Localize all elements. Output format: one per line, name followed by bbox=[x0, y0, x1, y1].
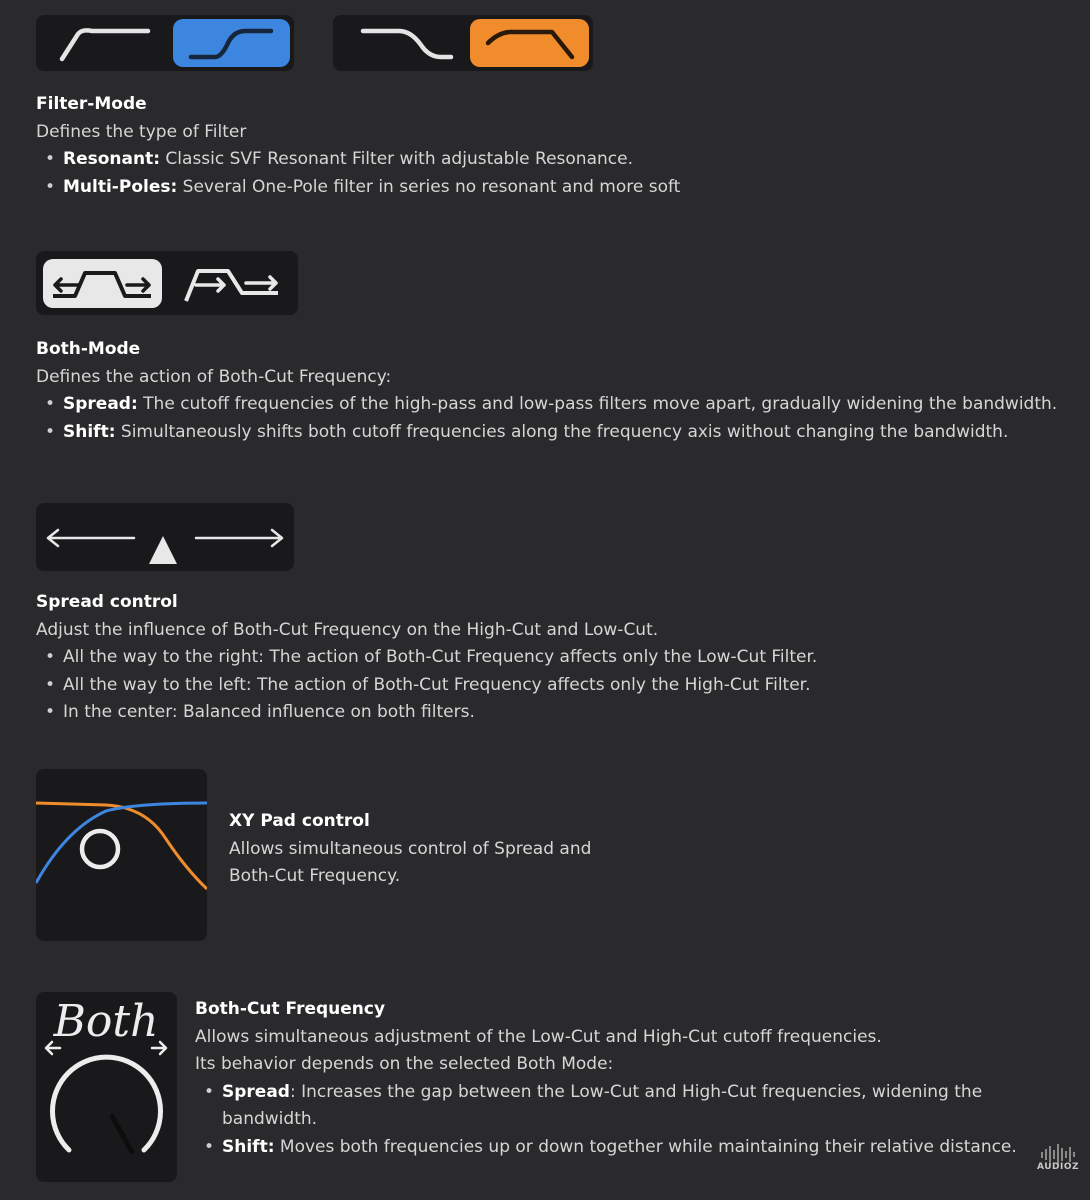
xy-pad-desc-line1: Allows simultaneous control of Spread and bbox=[229, 838, 592, 859]
both-cut-knob-panel bbox=[36, 992, 177, 1182]
filter-mode-multipole-panel bbox=[333, 15, 593, 71]
spread-handle-icon bbox=[149, 536, 177, 564]
both-cut-title: Both-Cut Frequency bbox=[195, 999, 386, 1019]
both-cut-knob[interactable] bbox=[36, 992, 177, 1182]
spread-label: Spread: bbox=[63, 394, 138, 414]
spread-control-section bbox=[36, 589, 817, 727]
xy-pad-desc-line2: Both-Cut Frequency. bbox=[229, 866, 401, 886]
shift-mode-icon bbox=[172, 259, 291, 308]
spread-text-line1: : Increases the gap between the Low-Cut and High-Cut frequencies, widening the bbox=[289, 1081, 983, 1102]
watermark-logo bbox=[1034, 1144, 1082, 1178]
both-cut-knob-label: Both bbox=[53, 996, 159, 1047]
spread-control-title: Spread control bbox=[36, 592, 178, 612]
xy-pad-curves bbox=[36, 769, 207, 941]
both-mode-section bbox=[36, 336, 1057, 446]
xy-pad-title: XY Pad control bbox=[229, 811, 370, 831]
filter-mode-title: Filter-Mode bbox=[36, 94, 147, 114]
spread-mode-icon bbox=[43, 259, 162, 308]
knob-indicator bbox=[112, 1116, 132, 1152]
spread-mode-button[interactable] bbox=[43, 259, 162, 308]
list-item: • All the way to the right: The action of Both-Cut Frequency affects only the Low-Cut Filter. bbox=[36, 644, 817, 672]
spread-control-desc: Adjust the influence of Both-Cut Frequency on the High-Cut and Low-Cut. bbox=[36, 619, 659, 640]
both-mode-title: Both-Mode bbox=[36, 339, 141, 359]
multipoles-label: Multi-Poles: bbox=[63, 176, 178, 197]
filter-mode-section bbox=[36, 91, 680, 201]
filter-mode-desc: Defines the type of Filter bbox=[36, 121, 247, 142]
list-item bbox=[36, 419, 1057, 447]
list-item: • In the center: Balanced influence on both filters. bbox=[36, 699, 817, 727]
spread-text-line2: bandwidth. bbox=[222, 1109, 318, 1129]
both-cut-desc2: Its behavior depends on the selected Both Mode: bbox=[195, 1054, 614, 1074]
watermark-text: AUDIOZ bbox=[1037, 1162, 1079, 1172]
filter-mode-resonant-panel bbox=[36, 15, 294, 71]
both-cut-section bbox=[195, 996, 1017, 1161]
xy-pad-handle bbox=[82, 831, 118, 867]
xy-pad-section bbox=[229, 808, 591, 891]
both-mode-panel bbox=[36, 251, 298, 315]
bandpass-curve-icon bbox=[470, 19, 589, 67]
highcut-curve-icon bbox=[173, 19, 290, 67]
resonant-label: Resonant: bbox=[63, 149, 161, 169]
list-item: • All the way to the left: The action of Both-Cut Frequency affects only the High-Cut Filter. bbox=[36, 672, 817, 700]
lowpass-curve-icon bbox=[341, 21, 461, 65]
resonant-text: Classic SVF Resonant Filter with adjustable Resonance. bbox=[160, 149, 633, 169]
shift-text: Moves both frequencies up or down together while maintaining their relative distance. bbox=[274, 1136, 1017, 1157]
shift-text: Simultaneously shifts both cutoff frequencies along the frequency axis without changing the bandwidth. bbox=[115, 421, 1009, 442]
shift-mode-button[interactable] bbox=[172, 259, 291, 308]
list-item bbox=[195, 1134, 1017, 1162]
shift-label: Shift: bbox=[222, 1136, 275, 1157]
resonant-lowcut-button[interactable] bbox=[44, 21, 164, 65]
xy-pad[interactable] bbox=[36, 769, 207, 941]
spread-control-panel[interactable] bbox=[36, 503, 294, 571]
list-item bbox=[36, 391, 1057, 419]
both-cut-desc1: Allows simultaneous adjustment of the Low-Cut and High-Cut cutoff frequencies. bbox=[195, 1026, 882, 1047]
multipole-lowpass-button[interactable] bbox=[341, 21, 461, 65]
both-mode-desc: Defines the action of Both-Cut Frequency: bbox=[36, 366, 392, 387]
shift-label: Shift: bbox=[63, 421, 116, 442]
list-item bbox=[195, 1079, 1017, 1134]
list-item bbox=[36, 146, 680, 174]
spread-text: The cutoff frequencies of the high-pass and low-pass filters move apart, gradually widening the bandwidth. bbox=[137, 394, 1058, 414]
spread-slider-icon[interactable] bbox=[36, 503, 294, 571]
lowcut-curve-icon bbox=[44, 21, 164, 65]
spread-label: Spread bbox=[222, 1081, 290, 1102]
multipoles-text: Several One-Pole filter in series no resonant and more soft bbox=[177, 176, 681, 197]
resonant-highcut-button[interactable] bbox=[173, 19, 290, 67]
multipole-bandpass-button[interactable] bbox=[470, 19, 589, 67]
list-item bbox=[36, 174, 680, 202]
